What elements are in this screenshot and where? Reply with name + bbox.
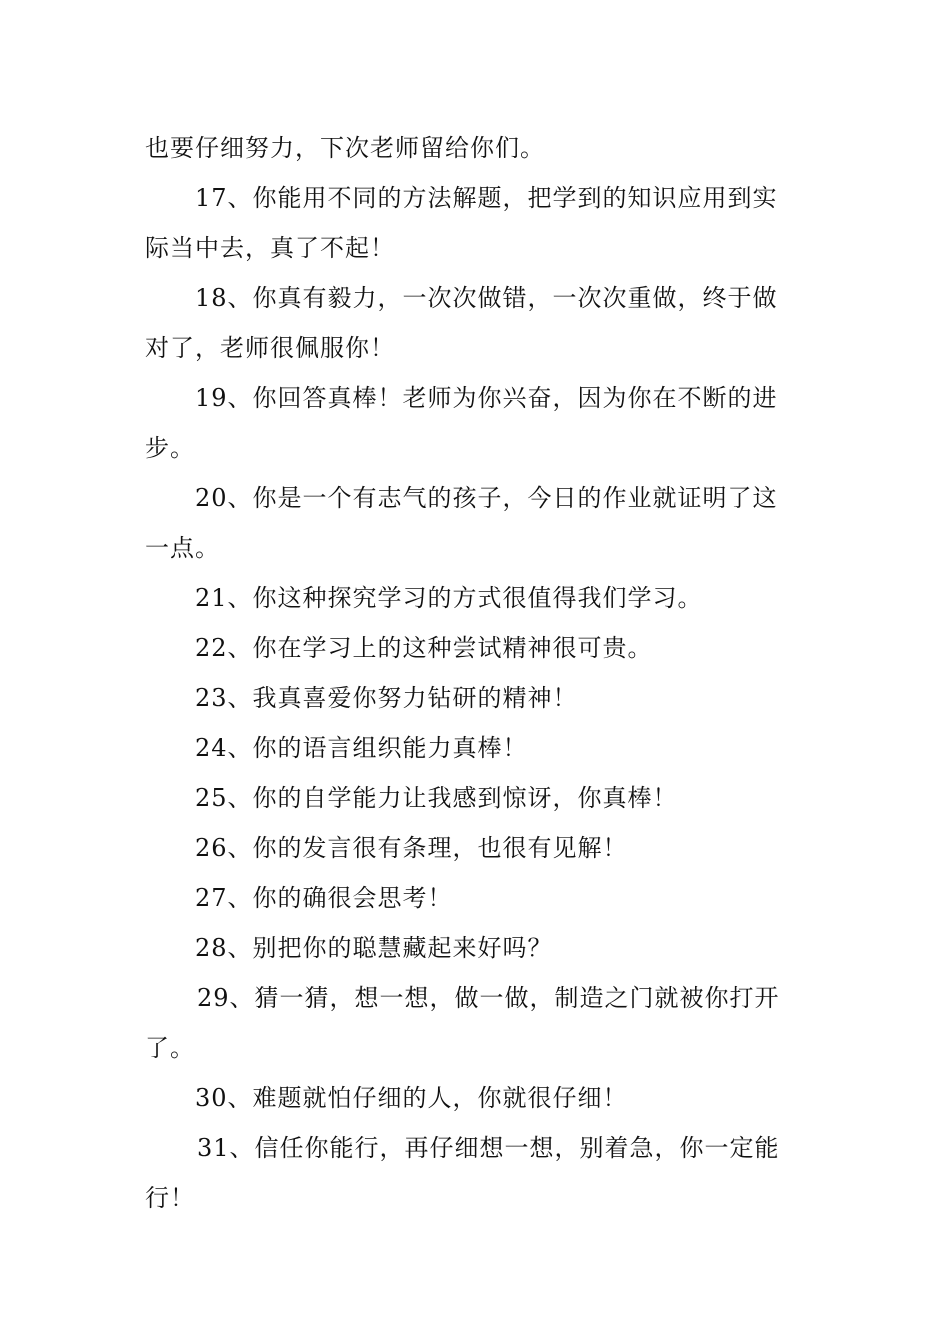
text-line: 27、你的确很会思考！ <box>195 884 453 912</box>
text-line: 29、猜一猜，想一想，做一做，制造之门就被你打开 <box>197 984 780 1012</box>
text-line: 步。 <box>145 434 195 462</box>
text-line: 17、你能用不同的方法解题，把学到的知识应用到实 <box>195 184 778 212</box>
text-line: 际当中去，真了不起！ <box>145 234 395 262</box>
text-line: 25、你的自学能力让我感到惊讶，你真棒！ <box>195 784 678 812</box>
text-line: 了。 <box>145 1034 195 1062</box>
text-line: 对了，老师很佩服你！ <box>145 334 395 362</box>
text-line: 22、你在学习上的这种尝试精神很可贵。 <box>195 634 653 662</box>
text-line: 21、你这种探究学习的方式很值得我们学习。 <box>195 584 703 612</box>
text-line: 30、难题就怕仔细的人，你就很仔细！ <box>195 1084 628 1112</box>
text-line: 行！ <box>145 1184 195 1212</box>
text-line: 20、你是一个有志气的孩子，今日的作业就证明了这 <box>195 484 778 512</box>
text-line: 19、你回答真棒！老师为你兴奋，因为你在不断的进 <box>195 384 778 412</box>
text-line: 18、你真有毅力，一次次做错，一次次重做，终于做 <box>195 284 778 312</box>
text-line: 31、信任你能行，再仔细想一想，别着急，你一定能 <box>197 1134 780 1162</box>
text-line: 28、别把你的聪慧藏起来好吗？ <box>195 934 553 962</box>
text-line: 一点。 <box>145 534 220 562</box>
text-line: 也要仔细努力，下次老师留给你们。 <box>145 134 545 162</box>
text-line: 24、你的语言组织能力真棒！ <box>195 734 528 762</box>
text-line: 26、你的发言很有条理，也很有见解！ <box>195 834 628 862</box>
text-line: 23、我真喜爱你努力钻研的精神！ <box>195 684 578 712</box>
